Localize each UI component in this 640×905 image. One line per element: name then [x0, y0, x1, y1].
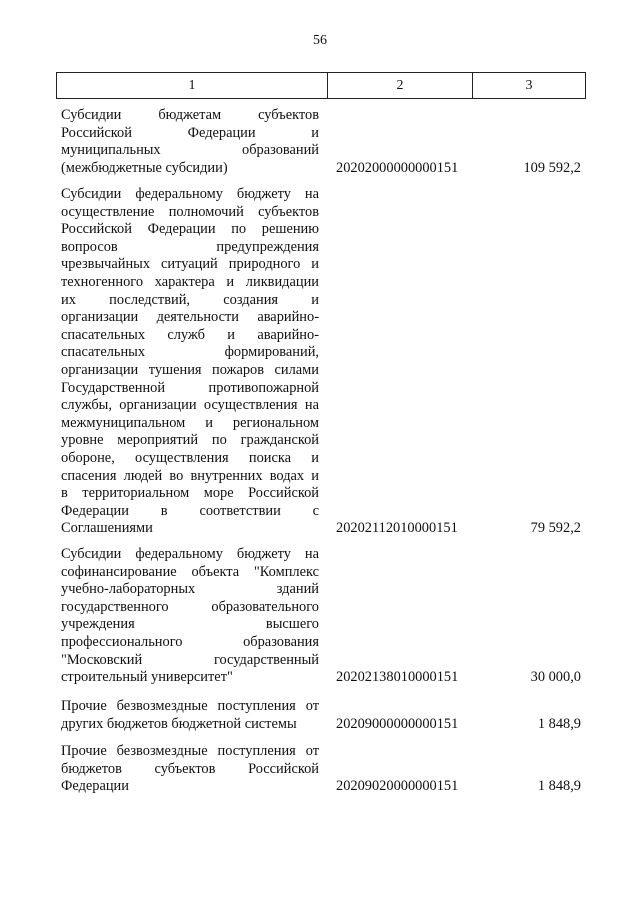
name-line: спасательных служб и аварийно- — [61, 326, 319, 343]
name-line: Государственной противопожарной — [61, 379, 319, 396]
name-line: Субсидии бюджетам субъектов — [61, 107, 319, 123]
name-line: Прочие безвозмездные поступления от — [61, 698, 319, 714]
name-line: службы, организации осуществления на — [61, 397, 319, 414]
name-line: государственного образовательного — [61, 598, 319, 615]
name-line: уровне мероприятий по гражданской — [61, 432, 319, 449]
row-code: 20209020000000151 — [336, 778, 459, 795]
name-line: обороне, осуществления поиска и — [61, 449, 319, 466]
name-line: Федерации — [61, 778, 129, 795]
name-line: Российской Федерации по решению — [61, 221, 319, 238]
name-line: техногенного характера и ликвидации — [61, 273, 319, 290]
header-col-2: 2 — [328, 73, 473, 98]
name-line: других бюджетов бюджетной системы — [61, 715, 297, 732]
name-line: учебно-лабораторных зданий — [61, 581, 319, 598]
name-line: профессионального образования — [61, 633, 319, 650]
name-line: осуществление полномочий субъектов — [61, 203, 319, 220]
name-line: (межбюджетные субсидии) — [61, 159, 228, 176]
row-code: 20202138010000151 — [336, 669, 459, 686]
name-line: межмуниципальном и региональном — [61, 414, 319, 431]
name-line: Российской Федерации и — [61, 124, 319, 141]
table-header — [56, 72, 586, 99]
name-line: муниципальных образований — [61, 142, 319, 159]
name-line: спасения людей во внутренних водах и — [61, 467, 319, 484]
name-line: Субсидии федеральному бюджету на — [61, 186, 319, 202]
name-line: софинансирование объекта "Комплекс — [61, 563, 319, 580]
row-code: 20202000000000151 — [336, 159, 459, 176]
header-col-1: 1 — [57, 73, 328, 98]
row-amount: 79 592,2 — [530, 520, 581, 537]
name-line: Субсидии федеральному бюджету на — [61, 546, 319, 562]
name-line: строительный университет" — [61, 669, 233, 686]
name-line: организации деятельности аварийно- — [61, 309, 319, 326]
row-amount: 1 848,9 — [537, 715, 581, 732]
name-line: в территориальном море Российской — [61, 485, 319, 502]
name-line: вопросов предупреждения — [61, 238, 319, 255]
name-line: "Московский государственный — [61, 651, 319, 668]
row-amount: 30 000,0 — [530, 669, 581, 686]
name-line: Прочие безвозмездные поступления от — [61, 743, 319, 759]
header-col-3: 3 — [525, 77, 533, 93]
name-line: Соглашениями — [61, 520, 153, 537]
name-line: их последствий, создания и — [61, 291, 319, 308]
name-line: спасательных формирований, — [61, 344, 319, 361]
row-code: 20209000000000151 — [336, 715, 459, 732]
row-code: 20202112010000151 — [336, 520, 458, 537]
name-line: учреждения высшего — [61, 616, 319, 633]
name-line: бюджетов субъектов Российской — [61, 760, 319, 777]
row-name — [61, 698, 319, 733]
page-number: 56 — [313, 33, 327, 48]
name-line: чрезвычайных ситуаций природного и — [61, 256, 319, 273]
name-line: Федерации в соответствии с — [61, 502, 319, 519]
row-name — [61, 107, 319, 177]
row-name — [61, 186, 319, 538]
row-name — [61, 546, 319, 687]
row-amount: 1 848,9 — [537, 778, 581, 795]
name-line: организации тушения пожаров силами — [61, 361, 319, 378]
row-name — [61, 743, 319, 796]
row-amount: 109 592,2 — [523, 159, 581, 176]
